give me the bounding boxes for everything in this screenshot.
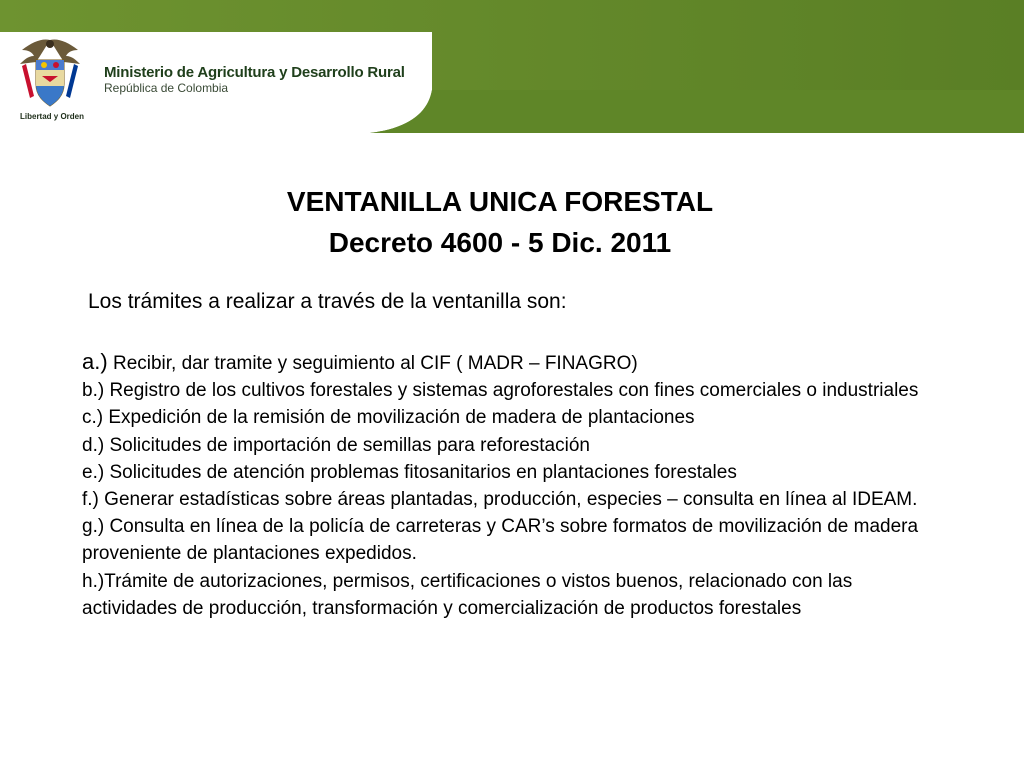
page-subtitle: Decreto 4600 - 5 Dic. 2011: [328, 227, 672, 258]
header-band: [0, 0, 1024, 133]
list-item-c: c.) Expedición de la remisión de movilización de madera de plantaciones: [82, 407, 695, 429]
list-item-lead: a.): [82, 349, 108, 374]
list-item-text: Recibir, dar tramite y seguimiento al CIF ( MADR – FINAGRO): [107, 353, 638, 374]
intro-text: Los trámites a realizar a través de la ventanilla son:: [88, 290, 567, 313]
list-item-b: b.) Registro de los cultivos forestales y sistemas agroforestales con fines comerciales o industriales: [82, 380, 919, 402]
procedures-list: [82, 348, 952, 622]
ministry-branding: [104, 64, 405, 95]
country-name: República de Colombia: [104, 81, 229, 95]
list-item-f: f.) Generar estadísticas sobre áreas plantadas, producción, especies – consulta en línea al IDEAM.: [82, 489, 918, 511]
list-item-d: d.) Solicitudes de importación de semillas para reforestación: [82, 434, 590, 456]
page-title: VENTANILLA UNICA FORESTAL: [286, 186, 714, 217]
motto-text: Libertad y Orden: [20, 112, 85, 121]
list-item-e: e.) Solicitudes de atención problemas fitosanitarios en plantaciones forestales: [82, 461, 737, 483]
list-item-h: h.)Trámite de autorizaciones, permisos, certificaciones o vistos buenos, relacionado con las actividades de producción, transformación y comercialización de productos forestales: [82, 570, 853, 619]
list-item-a: [82, 348, 952, 377]
list-item-g: g.) Consulta en línea de la policía de carreteras y CAR’s sobre formatos de movilización de madera proveniente de plantaciones expedidos.: [82, 516, 919, 565]
ministry-name: Ministerio de Agricultura y Desarrollo Rural: [104, 64, 405, 81]
